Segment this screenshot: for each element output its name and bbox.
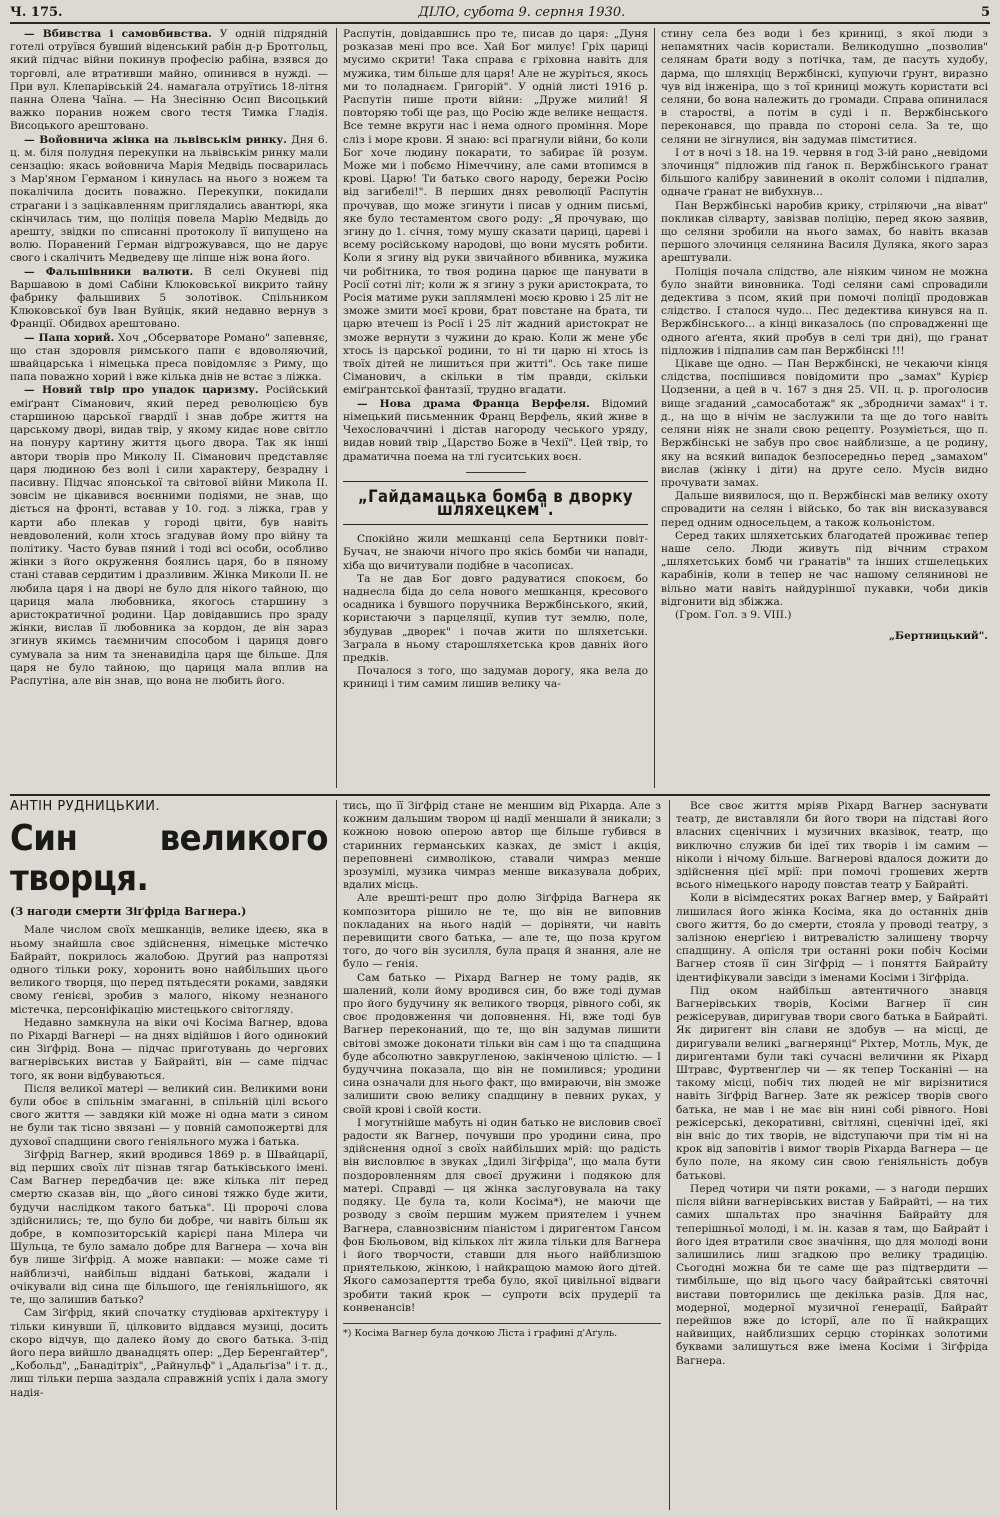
- column-divider: [336, 28, 337, 788]
- paragraph: [661, 28, 988, 147]
- paragraph: [343, 28, 648, 398]
- column-divider: [336, 800, 337, 1510]
- news-headline: — Папа хорий.: [24, 331, 115, 344]
- paragraph-text: Російський еміґрант Сіманович, який перед революцією був старшиною царської гвардії і знав добре життя на царському дворі, видав твір, у якому кидає нове світло на понуру картину життя цього двора. Так як інші автори творів про Миколу II. Сіманович представляє царя людиною без волі і сили характеру, безрадну і пасивну. Підчас японської та світової війни Микола II. зовсім не цікавився воєнними подіями, не знав, що діється на фронті, вставав у 10. год. з ліжка, грав у карти або плекав у городі цвіти, був навіть невдоволений, коли хтось згадував йому про війну та політику. Часто бував пяний і тоді всі особи, особливо жінки з його окруження боялись царя, бо в пяному стані ставав сердитим і дразливим. Жінка Миколи II. не любила царя і на дворі не було для нікого тайною, що цариця мала любовника, якогось старшину з аристократичної родини. Цар довідавшись про зраду жінки, вислав її любовника за кордон, де він зараз згинув якимсь таємничим способом і цариця довго сумувала за ним та зненавиділа царя ще більше. Для царя не було тайною, що цариця мала вплив на Распутіна, але він знав, що вона не любить його.: [10, 384, 328, 687]
- paragraph: [10, 332, 328, 385]
- paragraph: [661, 530, 988, 609]
- paragraph: Сам батько — Ріхард Вагнер не тому радів, як шалений, коли йому вродився син, бо вже тоді думав про його будучину як великого творця, рівного собі, як своє продовження чи доповнення. Ні, вже тоді був Вагнер переконаний, що те, що він задумав лишити світові зможе доконати тільки він сам і що та спадщина буде абсолютно завкругленою, закінченою цілістю. — І будуччина показала, що він не помилився; уродини сина означали для нього факт, що вмираючи, він зможе залишити свою велику спадщину в певних руках, у своїй крові і своїй кости.: [343, 971, 661, 1116]
- paragraph-text: стину села без води і без криниці, з якої люди з непамятних часів користали. Великодушно „позволив" селянам брати воду з потічка, там, де пасуть худобу, дарма, що шляхціц Вержбінскі, купуючи ґрунт, виразно чув від інженіра, що з тої криниці можуть користати всі селяни, бо вона належить до громади. Справа опинилася в старостві, а потім в суді і п. Вержбінського переконався, що правда по стороні села. За те, що селяни не зігнулися, він задумав пімститися.: [661, 28, 988, 146]
- paragraph: Під оком найбільш автентичного знавця Вагнерівських творів, Косіми Вагнер її син режісерував, диригував твори свого батька в Байрайті. Як диригент він слави не здобув — на місці, де диригували великі „вагнерянці" Ріхтер, Мотль, Мук, де диригентами були такі сучасні величини як Ріхард Штравс, Фуртвенґлер чи — як тепер Тосканіні — на такому місці, побіч тих людей не міг вирізнитися навіть Зіґфрід Вагнер. Зате як режісер творів свого батька, не мав і не має він нині собі рівного. Нові режісерські, декоративні, світляні, сценічні ідеї, які він вніс до тих творів, не відступаючи при тім ні на крок від заповітів і вимог творів Ріхарда Вагнера — це було поле, на якому син свою ґеніяльність добув батькові.: [676, 984, 988, 1182]
- paragraph: І могутнійше мабуть ні один батько не висловив своєї радости як Вагнер, почувши про уродини сина, про здійснення одної з своїх найбільших мрій: що радість він висловлює в звуках „Ідилі Зіґфріда", що мала бути поздоровленням для своєї дружини і подякою для матері. Справді — ця жінка заслуговувала на таку подяку. Це була та, коли Косіма*), не маючи ще розводу з своїм першим мужем приятелем і учнем Вагнера, славнозвісним піаністом і диригентом Гансом фон Бюльовом, від кількох літ жила тільки для Вагнера і його творчости, ставши для нього найблизшою приятелькою, жінкою, і найкращою мамою його дітей. Якого самозаперття треба було, якої цивільної відваги зробити такий крок — супроти всіх прудерії та конвенансів!: [343, 1116, 661, 1314]
- article-author: АНТІН РУДНИЦЬКИЙ.: [10, 800, 161, 814]
- paragraph-text: Дальше виявилося, що п. Вержбінскі мав велику охоту спровадити на селян і військо, бо так він висказувався перед одним односельцем, а також кольоністом.: [661, 490, 988, 529]
- news-headline: — Новий твір про упадок царизму.: [24, 384, 259, 397]
- column-divider: [669, 800, 670, 1510]
- news-headline: — Вбивства і самовбивства.: [24, 28, 212, 40]
- article-title: Син великого творця.: [10, 818, 328, 900]
- paragraph: [10, 266, 328, 332]
- paragraph-text: Распутін, довідавшись про те, писав до царя: „Дуня розказав мені про все. Хай Бог милує! Гріх цариці мусимо скрити! Така справа є гріховна навіть для мужика, тим більше для царя! Але не журіться, якось ми то поладнаєм. Григорій". У одній листі 1916 р. Распутін пише проти війни: „Друже милий! Я повторяю тобі ще раз, що Росію жде велике нещастя. Все темне вкруги нас і нема одного проміння. Море сліз і море крови. Я знаю: всі прагнули війни, бо коли Бог хоче людину покарати, то забирає їй розум. Може ми і побємо Німеччину, але сами втопимся в крові. Царю! Ти батько свого народу, бережи Росію від загибелі!". В перших днях революції Распутін прочував, що може згинути і писав у одним письмі, яке було тестаментом свого роду: „Я прочуваю, що згину до 1. січня, тому мушу сказати цариці, цареві і всему російському народові, що вони мусять робити. Коли я згину від руки звичайного вбивника, мужика чи робітника, то твоя родина царює ще панувати в Росії сотні літ; коли ж я згину з руки аристократа, то Росія матиме руки заплямлені моєю кровю і 25 літ не зможе змити моєї крови, брат повстане на брата, ти царю втечеш із Росії і 25 літ жадний аристократ не зможе вернути з чужини до краю. Коли ж мене убє хтось із царської родини, то ні ти царю ні хтось із твоїх дітей не лишиться при житті". Ось таке пише Сіманович, а скільки в тім правди, скільки еміґрантської фантазії, трудно вгадати.: [343, 28, 648, 397]
- paragraph-text: І от в ночі з 18. на 19. червня в год 3-ій рано „невідоми злочинця" підложив під ґанок п. Вержбінського ґранат більшого калібру завинений в околіт соломи і підпалив, одначе ґранат не вибухнув...: [661, 146, 988, 199]
- paragraph-text: Хоч „Обсерваторе Романо" запевняє, що стан здоровля римського папи є вдоволяючий, швайцарська і німецька преса повідомляє з Риму, що папа поважно хорий і вже кілька днів не встає з ліжка.: [10, 331, 328, 384]
- paragraph: Мале числом своїх мешканців, велике ідеєю, яка в ньому знайшла своє здійснення, німецьке містечко Байрайт, покрилось жалобою. Другий раз напротязі одного тільки року, хоронить воно найбільших цього великого творця, що перед пятьдесяти роками, завдяки свому ґенієві, зробив з малого, нікому незнаного містечка, персоніфікацію мистецького світогляду.: [10, 924, 328, 1016]
- paragraph-text: Відомий німецький письменник Франц Верфель, який живе в Чехословаччині і дістав нагороду чеського уряду, видав новий твір „Царство Боже в Чехії". Цей твір, то драматична поема на тлі гуситських воєн.: [343, 397, 648, 463]
- paragraph: [661, 609, 988, 622]
- news-column-3: [661, 28, 988, 790]
- news-column-1: [10, 28, 328, 790]
- paragraph: [661, 358, 988, 490]
- paragraph: [10, 384, 328, 688]
- news-column-2: [343, 28, 648, 790]
- paragraph-text: Поліція почала слідство, але ніяким чином не можна було знайти виновника. Тоді селяни самі спровадили дедектива з псом, який при помочі поліції продовжав слідство. І сталося чудо... Пес дедектива кинувся на п. Вержбінського... а кінці виказалось (по спровадженні ще одного аґента, який пробув в селі три дні), що ґранат підложив і підпалив сам пан Вержбінскі !!!: [661, 265, 988, 357]
- paragraph: Перед чотири чи пяти роками, — з нагоди перших після війни вагнерівських вистав у Байрайті, — на тих самих шпальтах про значіння Байрайту для теперішньої молоді, і м. ін. казав я там, що Байрайт і його ідея втратили своє значіння, що для молоді вони залишились лиш згадкою про велику традицію. Сьогодні можна би те саме ще раз підтвердити — тимбільше, що від цього часу байрайтські святочні вистави повторились ще декілька разів. Для нас, модерної, модерної музичної ґенерації, Байрайт перейшов вже до історії, але по її найкращих найвищих, найблизших серцю сторінках золотими буквами залишуться вже імена Косіми і Зіґфріда Вагнера.: [676, 1182, 988, 1367]
- news-headline: — Нова драма Франца Верфеля.: [357, 397, 590, 410]
- paragraph: [661, 490, 988, 530]
- issue-number: Ч. 175.: [10, 4, 63, 20]
- article-footnote: *) Косіма Вагнер була дочкою Ліста і ґрафині д'Аґуль.: [343, 1323, 661, 1340]
- paragraph: Сам Зіґфрід, який спочатку студіював архітектуру і тільки кинувши її, цілковито віддався музиці, досить скоро відчув, що далеко йому до свого батька. З-під його пера вийшло дванадцять опер: „Дер Беренгайтер", „Кобольд", „Банадітріх", „Райнульф" і „Адальґіза" і т. д., лиш тільки перша заздала справжній успіх і дала змогу надія-: [10, 1307, 328, 1399]
- paragraph-text: Дня 6. ц. м. біля полудня перекупки на львівськім ринку мали сензацію: якась войовнича Марія Медвідь посварилась з Мар'яном Германом і кинулась на нього з ножем та покалічила досить поважно. Перекупки, покидали страгани і з зацікавленням приглядались авантюрі, яка скінчилась тим, що поліція повела Марію Медвідь до арешту, звідки по списанні протоколу її випущено на волю. Поранений Герман відгрожувався, що не дарує свого і скалічить Медведеву ще ліпше ніж вона його.: [10, 133, 328, 265]
- paragraph: Почалося з того, що задумав дорогу, яка вела до криниці і тим самим лишив велику ча-: [343, 665, 648, 691]
- paragraph: Але врешті-решт про долю Зіґфріда Вагнера як композитора рішило не те, що він не виповнив покладаних на нього надій — доріняти, чи навіть перевищити свого батька, — але те, що поза кругом того, до чого він зусилля, була праця й знання, але не було — ґенія.: [343, 892, 661, 971]
- paragraph: Недавно замкнула на віки очі Косіма Вагнер, вдова по Ріхарді Вагнері — на днях відійшов і його одинокий син Зіґфрід. Вона — підчас приготувань до чергових вагнерівських вистав у Байрайті, він — саме підчас того, як вони відбуваються.: [10, 1016, 328, 1082]
- article-column-1: [10, 800, 328, 1510]
- paragraph-text: Пан Вержбінські наробив крику, стріляючи „на віват" покликав сілварту, завізвав поліцію, перед якою заявив, що селяни зробили на нього замах, бо навіть вказав першого злочинця селянина Василя Дуляка, якого зараз арештували.: [661, 199, 988, 265]
- news-headline: — Фальшівники валюти.: [24, 265, 194, 278]
- paragraph: тись, що її Зіґфрід стане не меншим від Ріхарда. Але з кожним дальшим твором ці надії меншали й зникали; з кожною новою оперою автор ще більше губився в старинних германських казках, де зміст і акція, переповнені символікою, ставали чимраз менше зрозумілі, музика чимраз менше виказувала добрих, вдалих місць.: [343, 800, 661, 892]
- article-subtitle: (З нагоди смерти Зіґфріда Вагнера.): [10, 905, 247, 919]
- paragraph: Все своє життя мріяв Ріхард Вагнер заснувати театр, де виставляли би його твори на підставі його власних сценічних і музичних вказівок, театр, що виключно служив би ідеї тих творів і ім самим — ніколи і нічому більше. Вагнерові вдалося дожити до здійснення цієї мрії: при помочі грошевих жертв всього німецького народу повстав театр у Байрайті.: [676, 800, 988, 892]
- paragraph: Та не дав Бог довго радуватися спокоєм, бо наднесла біда до села нового мешканця, кресового осадника і бувшого поручника Вержбінського, який, користаючи з парцеляції, купив тут землю, поле, збудував „дворек" і почав жити по шляхетськи. Заграла в ньому старошляхетська кров давніх його предків.: [343, 572, 648, 664]
- bomb-article-rule: [343, 524, 648, 525]
- article-column-2: [343, 800, 661, 1510]
- paragraph-text: В селі Окуневі під Варшавою в домі Сабіни Клюковської викрито тайну фабрику фальшивих 5 золотівок. Спільником Клюковської був Іван Вуйцік, який недавно вернув з Франції. Обидвох арештовано.: [10, 265, 328, 331]
- bomb-article-rule: [343, 481, 648, 482]
- column-divider: [654, 28, 655, 788]
- paragraph: Спокійно жили мешканці села Бертники повіт-Бучач, не знаючи нічого про якісь бомби чи напади, хіба що вичитували подібне в часописах.: [343, 533, 648, 572]
- paragraph-text: У одній підрядній готелі отруївся бувший віденський рабін д-р Бротгольц, який підчас війни покинув професію рабіна, взявся до торговлі, але втративши майно, опинився в нужді. — При вул. Клепарівській 24. намагала отруїтись 18-літня панна Олена Чаїна. — На Знесінню Осип Висоцький важко поранив ножем свого тестя Тимка Гладія. Висоцького арештовано.: [10, 28, 328, 133]
- paragraph: [661, 200, 988, 266]
- paragraph: Зіґфрід Вагнер, який вродився 1869 р. в Швайцарії, від перших своїх літ пізнав тягар батьківського імені. Сам Вагнер передбачив це: вже кілька літ перед смертю сказав він, що „його синові тяжко буде жити, будучи наслідком такого батька". Ці пророчі слова здійснились; те, що було би добре, чи навіть більш як добре, в композиторській карієрі пана Мілера чи Шульца, те було замало добре для Вагнера — хоча він був лише Зіґфрід. А може навпаки: — може саме ті найблизчі, найбільш віддані батькові, жадали і очікували від сина ще більшого, ще ґеніяльнішого, як те, що залишив батько?: [10, 1148, 328, 1307]
- paragraph: [10, 28, 328, 134]
- section-divider: [10, 794, 990, 796]
- masthead: [10, 2, 990, 24]
- page-number: 5: [980, 4, 990, 20]
- paragraph: [343, 398, 648, 464]
- masthead-date: ДІЛО, субота 9. серпня 1930.: [418, 4, 626, 20]
- bomb-article-title: „Гайдамацька бомба в дворку шляхецкем".: [357, 486, 633, 519]
- paragraph: [10, 134, 328, 266]
- paragraph: Коли в вісімдесятих роках Вагнер вмер, у Байрайті лишилася його жінка Косіма, яка до останніх днів свого життя, бо до смерти, стояла у проводі театру, з залізною енерґією і витревалістю залишену творчу спадщину. А опісля три останні роки побіч Косіми Вагнер стояв її син Зіґфрід — і поняття Байрайту ідентифікували завсіди з іменами Косіми і Зіґфріда.: [676, 892, 988, 984]
- news-headline: — Войовнича жінка на львівськім ринку.: [24, 133, 287, 146]
- paragraph: [661, 147, 988, 200]
- paragraph-text: Серед таких шляхетських благодатей проживає тепер наше село. Люди живуть під вічним страхом „шляхетських бомб чи ґранатів" та інших стшелецьких карабінів, коли в тепер не час нашому селянинові не вільно мати навіть найдуріншої пукавки, чоби диків відгонити від збіжжа.: [661, 529, 988, 608]
- article-column-3: [676, 800, 988, 1510]
- paragraph-text: Цікаве ще одно. — Пан Вержбінскі, не чекаючи кінця слідства, поспішився повідомити про „замах" Курієр Цодзенни, а цей в ч. 167 з дня 25. VII. ц. р. проголосив вище згаданий „самосаботаж" як „збродничи замах" і т. д., на що в нічім не заслужили та ще до того навіть селяни ніяк не знали свою рецепту. Розуміється, що п. Вержбінські не забув про своє найблизше, а це родину, яку на всякий випадок безпосередньо перед „замахом" вислав (жінку і діти) на друге село. Мусів видно прочувати замах.: [661, 358, 988, 489]
- paragraph: [661, 266, 988, 358]
- paragraph: Після великої матері — великий син. Великими вони були обоє в спільнім змаганні, в спільній цілі всього свого життя — завдяки кій може ні одна мати з сином не були так тісно звязані — у повній самопожертві для духової спадщини свого ґеніяльного мужа і батька.: [10, 1082, 328, 1148]
- separator: [466, 472, 526, 473]
- paragraph-text: (Гром. Гол. з 9. VIII.): [675, 608, 792, 621]
- bomb-article-signature: „Бертницький".: [888, 630, 988, 643]
